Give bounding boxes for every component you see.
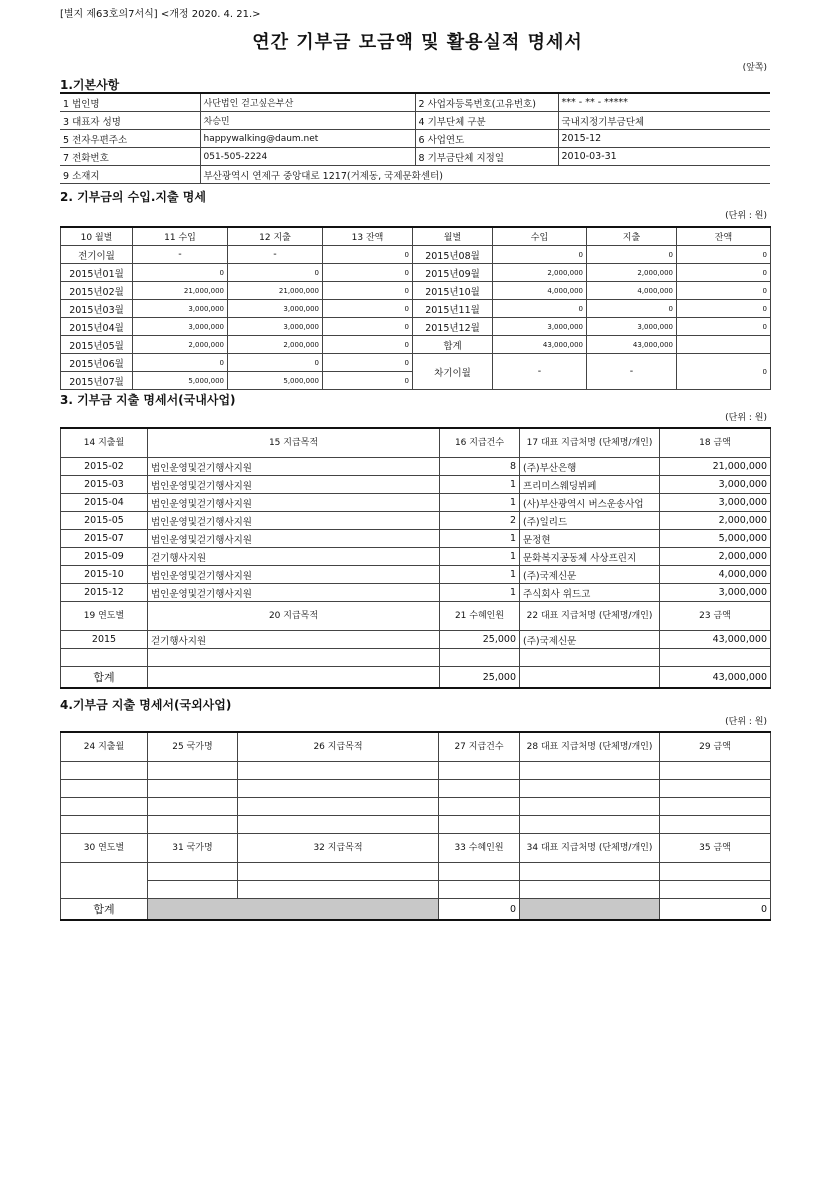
empty-cell [440,649,520,667]
purpose-cell: 법인운영및걷기행사지원 [148,494,440,512]
field-value: *** - ** - ***** [558,93,770,112]
balance-cell [677,336,771,354]
income-cell: 2,000,000 [133,336,228,354]
empty-cell [238,780,439,798]
field-label: 1 법인명 [60,93,200,112]
year-cell: 2015 [61,631,148,649]
empty-cell [148,649,440,667]
count-cell: 1 [440,584,520,602]
recipient-cell: (주)국제신문 [520,566,660,584]
field-label: 7 전화번호 [60,148,200,166]
section-1-heading: 1.기본사항 [60,78,120,92]
month-cell: 2015년09월 [413,264,493,282]
field-value: 사단법인 걷고싶은부산 [200,93,415,112]
column-header: 35 금액 [660,834,771,863]
empty-cell [439,863,520,881]
column-header: 24 지출월 [61,732,148,762]
month-cell: 2015년08월 [413,246,493,264]
empty-cell [660,780,771,798]
field-value: 051-505-2224 [200,148,415,166]
expense-cell: 3,000,000 [587,318,677,336]
purpose-cell: 법인운영및걷기행사지원 [148,566,440,584]
table-row [61,300,771,318]
amount-cell: 2,000,000 [660,548,771,566]
total-label: 합계 [61,899,148,921]
month-cell: 2015년03월 [61,300,133,318]
balance-cell: 0 [323,246,413,264]
expense-cell: 2,000,000 [587,264,677,282]
purpose-cell: 걷기행사지원 [148,631,440,649]
expense-cell: 4,000,000 [587,282,677,300]
empty-cell [148,881,238,899]
column-header: 25 국가명 [148,732,238,762]
recipient-cell: (사)부산광역시 버스운송사업 [520,494,660,512]
empty-cell [148,863,238,881]
balance-cell: 0 [677,246,771,264]
income-cell: - [493,354,587,390]
table-row [61,667,771,689]
balance-cell: 0 [323,354,413,372]
balance-cell: 0 [677,300,771,318]
column-header: 30 연도별 [61,834,148,863]
total-amount: 0 [660,899,771,921]
column-header: 28 대표 지급처명 (단체명/개인) [520,732,660,762]
column-header: 11 수입 [133,227,228,246]
column-header: 12 지출 [228,227,323,246]
empty-cell [520,816,660,834]
table-row [61,816,771,834]
count-cell: 1 [440,476,520,494]
column-header: 18 금액 [660,428,771,458]
column-header: 29 금액 [660,732,771,762]
count-cell: 2 [440,512,520,530]
recipient-cell: 주식회사 위드고 [520,584,660,602]
expense-cell: - [587,354,677,390]
empty-cell [660,816,771,834]
recipient-cell: (주)일리드 [520,512,660,530]
table-row [61,227,771,246]
table-row [61,476,771,494]
empty-cell [238,762,439,780]
total-count: 25,000 [440,667,520,689]
empty-cell [520,762,660,780]
table-row [61,762,771,780]
month-cell: 2015-12 [61,584,148,602]
domestic-expense-table [60,427,771,689]
table-row [61,631,771,649]
empty-cell [660,762,771,780]
front-page-marker: (앞쪽) [742,63,767,73]
table-row [61,318,771,336]
empty-cell [148,780,238,798]
table-row [61,732,771,762]
unit-label: (단위 : 원) [725,211,767,221]
field-label: 6 사업연도 [415,130,558,148]
table-row [61,899,771,921]
purpose-cell: 법인운영및걷기행사지원 [148,530,440,548]
empty-cell [520,667,660,689]
income-cell: 0 [133,264,228,282]
column-header: 23 금액 [660,602,771,631]
table-row [61,512,771,530]
table-row [60,112,770,130]
column-header: 수입 [493,227,587,246]
table-row [60,148,770,166]
form-number: [별지 제63호의7서식] <개정 2020. 4. 21.> [60,9,261,20]
shaded-cell [148,899,439,921]
table-row [61,336,771,354]
balance-cell: 0 [323,336,413,354]
column-header: 26 지급목적 [238,732,439,762]
carry-forward-label: 차기이월 [413,354,493,390]
balance-cell: 0 [677,264,771,282]
column-header: 14 지출월 [61,428,148,458]
table-row [61,428,771,458]
income-cell: - [133,246,228,264]
table-row [61,494,771,512]
empty-cell [660,881,771,899]
address-value: 부산광역시 연제구 중앙대로 1217(거제동, 국제문화센터) [200,166,770,184]
total-label: 합계 [61,667,148,689]
month-cell: 2015년01월 [61,264,133,282]
empty-cell [148,762,238,780]
balance-cell: 0 [677,318,771,336]
column-header: 13 잔액 [323,227,413,246]
empty-cell [520,780,660,798]
column-header: 21 수혜인원 [440,602,520,631]
field-label: 4 기부단체 구분 [415,112,558,130]
field-value: 차승민 [200,112,415,130]
month-cell: 2015-02 [61,458,148,476]
income-cell: 4,000,000 [493,282,587,300]
income-cell: 3,000,000 [133,300,228,318]
income-cell: 3,000,000 [133,318,228,336]
expense-cell: 0 [228,264,323,282]
total-count: 0 [439,899,520,921]
empty-cell [61,780,148,798]
expense-cell: - [228,246,323,264]
recipient-cell: (주)국제신문 [520,631,660,649]
recipient-cell: (주)부산은행 [520,458,660,476]
empty-cell [61,798,148,816]
purpose-cell: 법인운영및걷기행사지원 [148,458,440,476]
field-label: 9 소재지 [60,166,200,184]
amount-cell: 43,000,000 [660,631,771,649]
empty-cell [439,816,520,834]
table-row [61,548,771,566]
empty-cell [660,649,771,667]
empty-cell [520,863,660,881]
amount-cell: 3,000,000 [660,476,771,494]
month-cell: 2015-07 [61,530,148,548]
income-cell: 43,000,000 [493,336,587,354]
expense-cell: 0 [587,246,677,264]
amount-cell: 2,000,000 [660,512,771,530]
column-header: 32 지급목적 [238,834,439,863]
empty-cell [61,762,148,780]
empty-cell [238,798,439,816]
column-header: 19 연도별 [61,602,148,631]
table-row [61,602,771,631]
empty-cell [61,863,148,899]
empty-cell [238,863,439,881]
shaded-cell [520,899,660,921]
count-cell: 1 [440,530,520,548]
table-row [61,566,771,584]
month-cell: 합계 [413,336,493,354]
table-row [61,530,771,548]
month-cell: 2015년02월 [61,282,133,300]
field-value: 2015-12 [558,130,770,148]
section-4-heading: 4.기부금 지출 명세서(국외사업) [60,698,232,712]
month-cell: 2015-09 [61,548,148,566]
empty-cell [520,881,660,899]
column-header: 34 대표 지급처명 (단체명/개인) [520,834,660,863]
column-header: 27 지급건수 [439,732,520,762]
table-row [61,780,771,798]
page-title: 연간 기부금 모금액 및 활용실적 명세서 [252,32,583,53]
month-cell: 2015년10월 [413,282,493,300]
beneficiary-cell: 25,000 [440,631,520,649]
income-cell: 0 [493,246,587,264]
field-label: 3 대표자 성명 [60,112,200,130]
empty-cell [148,798,238,816]
month-cell: 2015년11월 [413,300,493,318]
field-value: 2010-03-31 [558,148,770,166]
field-value: happywalking@daum.net [200,130,415,148]
purpose-cell: 법인운영및걷기행사지원 [148,584,440,602]
income-cell: 0 [133,354,228,372]
table-row [61,863,771,881]
total-amount: 43,000,000 [660,667,771,689]
table-row [61,798,771,816]
recipient-cell: 문화복지공동체 사상프린지 [520,548,660,566]
month-cell: 2015년06월 [61,354,133,372]
purpose-cell: 법인운영및걷기행사지원 [148,512,440,530]
column-header: 20 지급목적 [148,602,440,631]
table-row [61,834,771,863]
expense-cell: 0 [587,300,677,318]
empty-cell [439,780,520,798]
month-cell: 2015-10 [61,566,148,584]
amount-cell: 3,000,000 [660,494,771,512]
empty-cell [148,667,440,689]
amount-cell: 3,000,000 [660,584,771,602]
field-label: 2 사업자등록번호(고유번호) [415,93,558,112]
table-row [61,282,771,300]
table-row [61,649,771,667]
empty-cell [61,816,148,834]
month-cell: 2015년07월 [61,372,133,390]
month-cell: 2015-03 [61,476,148,494]
balance-cell: 0 [323,300,413,318]
empty-cell [660,798,771,816]
month-cell: 2015-04 [61,494,148,512]
recipient-cell: 문정현 [520,530,660,548]
expense-cell: 21,000,000 [228,282,323,300]
empty-cell [520,798,660,816]
month-cell: 전기이월 [61,246,133,264]
balance-cell: 0 [677,354,771,390]
column-header: 지출 [587,227,677,246]
purpose-cell: 걷기행사지원 [148,548,440,566]
table-row [60,93,770,112]
count-cell: 1 [440,494,520,512]
balance-cell: 0 [677,282,771,300]
table-row [60,166,770,184]
basic-info-table [60,92,770,184]
income-cell: 5,000,000 [133,372,228,390]
empty-cell [439,881,520,899]
income-cell: 2,000,000 [493,264,587,282]
column-header: 월별 [413,227,493,246]
section-3-heading: 3. 기부금 지출 명세서(국내사업) [60,393,236,407]
field-label: 5 전자우편주소 [60,130,200,148]
empty-cell [660,863,771,881]
column-header: 16 지급건수 [440,428,520,458]
count-cell: 8 [440,458,520,476]
expense-cell: 3,000,000 [228,318,323,336]
empty-cell [61,649,148,667]
column-header: 17 대표 지급처명 (단체명/개인) [520,428,660,458]
month-cell: 2015년04월 [61,318,133,336]
amount-cell: 21,000,000 [660,458,771,476]
table-row [61,584,771,602]
expense-cell: 43,000,000 [587,336,677,354]
table-row [60,130,770,148]
section-2-heading: 2. 기부금의 수입.지출 명세 [60,190,206,204]
expense-cell: 2,000,000 [228,336,323,354]
table-row [61,881,771,899]
empty-cell [520,649,660,667]
table-row [61,264,771,282]
empty-cell [439,762,520,780]
balance-cell: 0 [323,264,413,282]
column-header: 31 국가명 [148,834,238,863]
expense-cell: 5,000,000 [228,372,323,390]
expense-cell: 3,000,000 [228,300,323,318]
recipient-cell: 프리미스웨딩뷔페 [520,476,660,494]
unit-label: (단위 : 원) [725,413,767,423]
expense-cell: 0 [228,354,323,372]
column-header: 15 지급목적 [148,428,440,458]
column-header: 33 수혜인원 [439,834,520,863]
month-cell: 2015년12월 [413,318,493,336]
income-cell: 0 [493,300,587,318]
column-header: 10 월별 [61,227,133,246]
count-cell: 1 [440,566,520,584]
income-cell: 3,000,000 [493,318,587,336]
empty-cell [238,881,439,899]
month-cell: 2015-05 [61,512,148,530]
count-cell: 1 [440,548,520,566]
balance-cell: 0 [323,372,413,390]
table-row [61,354,771,372]
income-cell: 21,000,000 [133,282,228,300]
column-header: 잔액 [677,227,771,246]
amount-cell: 5,000,000 [660,530,771,548]
table-row [61,458,771,476]
column-header: 22 대표 지급처명 (단체명/개인) [520,602,660,631]
field-value: 국내지정기부금단체 [558,112,770,130]
balance-cell: 0 [323,282,413,300]
empty-cell [439,798,520,816]
field-label: 8 기부금단체 지정일 [415,148,558,166]
purpose-cell: 법인운영및걷기행사지원 [148,476,440,494]
month-cell: 2015년05월 [61,336,133,354]
balance-cell: 0 [323,318,413,336]
empty-cell [148,816,238,834]
unit-label: (단위 : 원) [725,717,767,727]
table-row [61,246,771,264]
overseas-expense-table [60,731,771,921]
amount-cell: 4,000,000 [660,566,771,584]
empty-cell [238,816,439,834]
income-expense-table [60,226,771,390]
